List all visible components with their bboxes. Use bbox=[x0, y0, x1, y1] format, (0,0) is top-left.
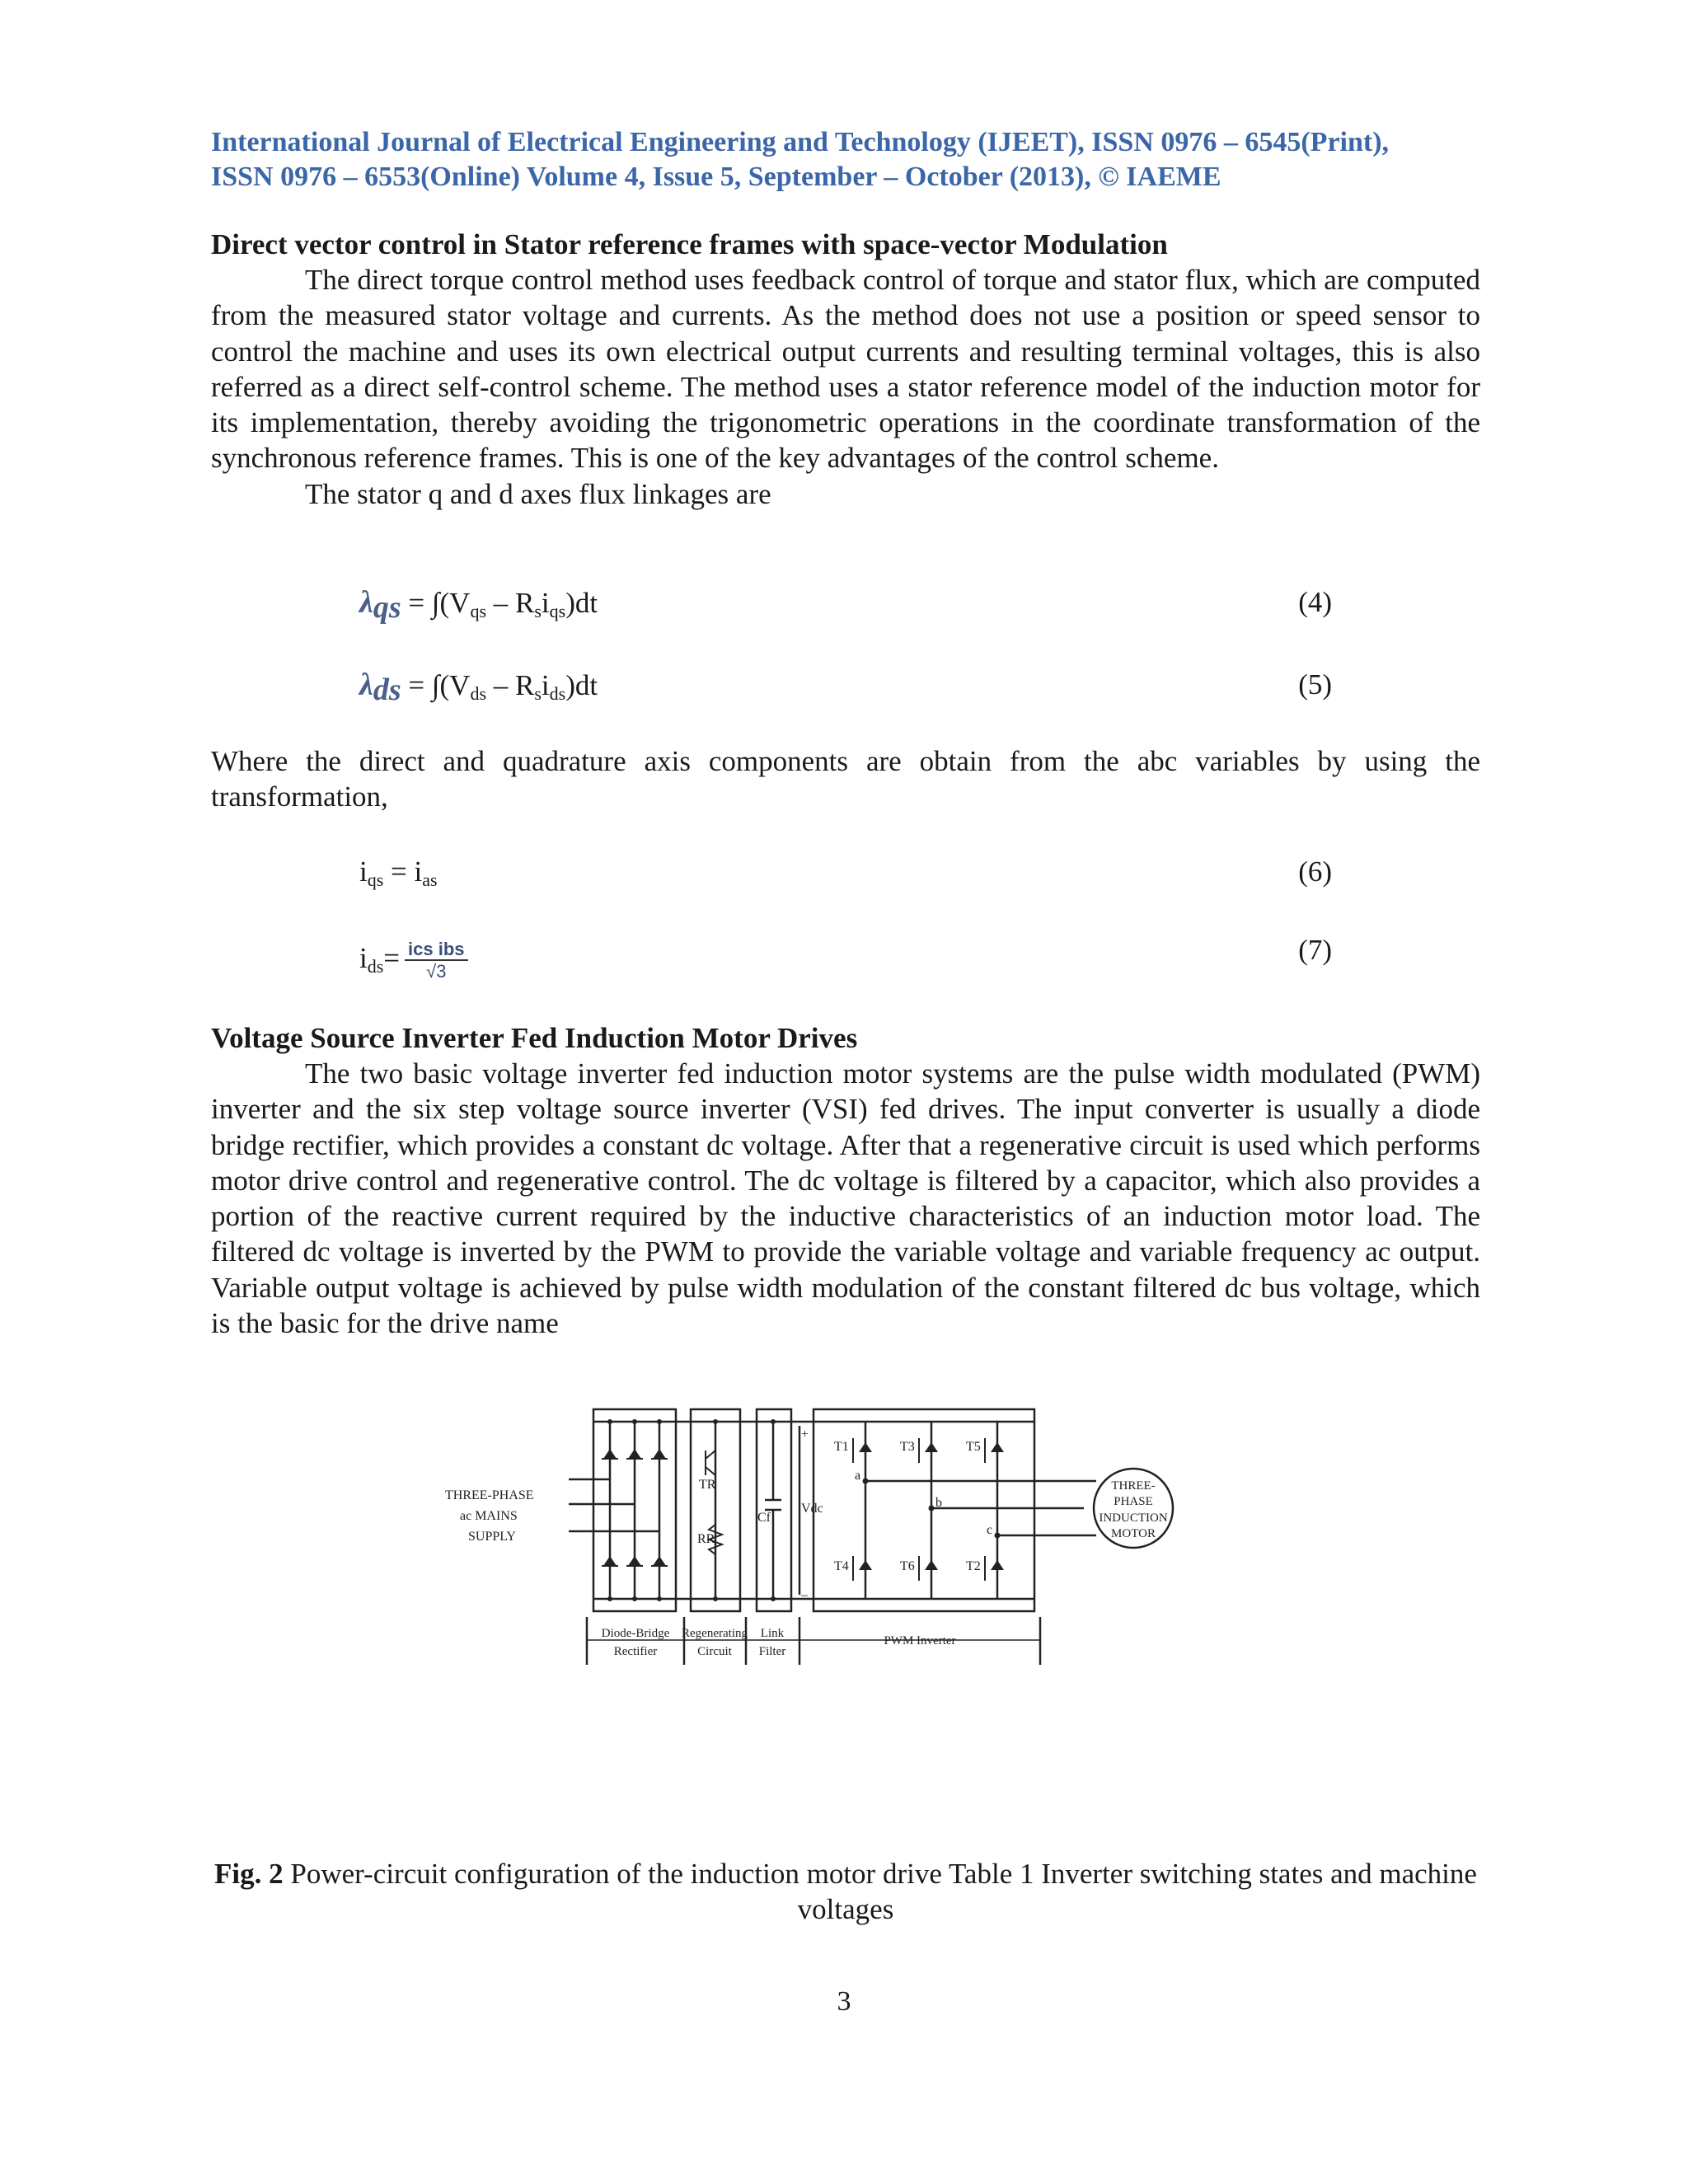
section-label-line: Regenerating bbox=[682, 1627, 748, 1640]
tr-label: TR bbox=[699, 1478, 716, 1492]
journal-header-line-1: International Journal of Electrical Engineering and Technology (IJEET), ISSN 0976 – 6545(Print), bbox=[211, 127, 1390, 157]
supply-label-line: ac MAINS bbox=[460, 1509, 518, 1523]
equation-7: $i_{ds}=$ $\frac{\text{ics ibs}}{√3}$ (7) bbox=[359, 930, 1332, 987]
caption-text: Power-circuit configuration of the induction motor drive Table 1 Inverter switching states and machine voltages bbox=[283, 1858, 1477, 1925]
equation-5: $\lambda_{ds} = \int(V_{ds} - R_si_{ds})dt$ (5) bbox=[359, 664, 1332, 705]
switch-label: T4 bbox=[834, 1559, 849, 1573]
paragraph: The two basic voltage inverter fed induction motor systems are the pulse width modulated (PWM) inverter and the six step voltage source inverter (VSI) fed drives. The input converter is usually a diode bridge rectifier, which provides a constant dc voltage. After that a regenerative circuit is used which performs motor drive control and regenerative control. The dc voltage is filtered by a capacitor, which also provides a portion of the reactive current required by the inductive characteristics of an induction motor load. The filtered dc voltage is inverted by the PWM to provide the variable voltage and variable frequency ac output. Variable output voltage is achieved by pulse width modulation of the constant filtered dc bus voltage, which is the basic for the drive name bbox=[211, 1057, 1480, 1340]
section-label-line: Circuit bbox=[697, 1645, 732, 1658]
equation-number: (6) bbox=[1298, 855, 1332, 888]
motor-label-line: THREE- bbox=[1111, 1479, 1156, 1493]
equation-number: (7) bbox=[1298, 934, 1332, 966]
section-vsi-drives bbox=[211, 1020, 1480, 1341]
figure-label: Fig. 2 bbox=[214, 1858, 284, 1890]
phase-label: b bbox=[935, 1496, 942, 1510]
switch-label: T2 bbox=[966, 1559, 981, 1573]
journal-header bbox=[211, 125, 1480, 194]
page-number: 3 bbox=[837, 1986, 851, 2017]
section-label-line: Diode-Bridge bbox=[601, 1627, 670, 1640]
lambda-symbol: λ bbox=[359, 585, 373, 620]
lambda-symbol: λ bbox=[359, 668, 373, 702]
power-circuit-diagram bbox=[445, 1401, 1253, 1838]
fraction: $\frac{\text{ics ibs}}{√3}$ bbox=[405, 940, 467, 982]
vdc-label: Vdc bbox=[801, 1502, 823, 1516]
section-label-line: Rectifier bbox=[613, 1645, 658, 1658]
equation-4: $\lambda_{qs} = \int(V_{qs} - R_si_{qs})dt$ (4) bbox=[359, 582, 1332, 623]
equation-number: (4) bbox=[1298, 586, 1332, 618]
cf-label: Cf bbox=[757, 1511, 771, 1525]
equation-6: $i_{qs} = i_{as}$ (6) bbox=[359, 851, 1332, 893]
phase-label: a bbox=[855, 1469, 861, 1483]
equation-number: (5) bbox=[1298, 668, 1332, 701]
transformation-paragraph bbox=[211, 743, 1480, 815]
section-label-line: Link bbox=[760, 1627, 785, 1640]
supply-label-line: SUPPLY bbox=[468, 1530, 516, 1544]
phase-label: c bbox=[987, 1523, 993, 1537]
minus-label: – bbox=[801, 1588, 808, 1602]
section-direct-vector-control bbox=[211, 227, 1480, 512]
switch-label: T1 bbox=[834, 1440, 849, 1454]
paragraph: The stator q and d axes flux linkages are bbox=[305, 477, 771, 510]
paragraph: Where the direct and quadrature axis components are obtain from the abc variables by using the transformation, bbox=[211, 745, 1480, 813]
paragraph: The direct torque control method uses feedback control of torque and stator flux, which are computed from the measured stator voltage and currents. As the method does not use a position or speed sensor to control the machine and uses its own electrical output currents and resulting terminal voltages, this is also referred as a direct self-control scheme. The method uses a stator reference model of the induction motor for its implementation, thereby avoiding the trigonometric operations in the coordinate transformation of the synchronous reference frames. This is one of the key advantages of the control scheme. bbox=[211, 264, 1480, 475]
motor-label-line: PHASE bbox=[1114, 1495, 1153, 1508]
rr-label: RR bbox=[697, 1532, 715, 1546]
motor-label-line: INDUCTION bbox=[1099, 1511, 1168, 1525]
figure-caption bbox=[211, 1856, 1480, 1927]
switch-label: T5 bbox=[966, 1440, 981, 1454]
journal-header-line-2: ISSN 0976 – 6553(Online) Volume 4, Issue 5, September – October (2013), © IAEME bbox=[211, 162, 1221, 192]
plus-label: + bbox=[801, 1427, 809, 1441]
section-label-line: PWM Inverter bbox=[884, 1634, 956, 1647]
switch-label: T6 bbox=[900, 1559, 915, 1573]
section-label-line: Filter bbox=[758, 1645, 786, 1658]
section-heading: Direct vector control in Stator reference frames with space-vector Modulation bbox=[211, 228, 1168, 260]
switch-label: T3 bbox=[900, 1440, 915, 1454]
supply-label-line: THREE-PHASE bbox=[445, 1488, 534, 1502]
section-heading: Voltage Source Inverter Fed Induction Motor Drives bbox=[211, 1022, 858, 1054]
motor-label-line: MOTOR bbox=[1111, 1527, 1156, 1540]
